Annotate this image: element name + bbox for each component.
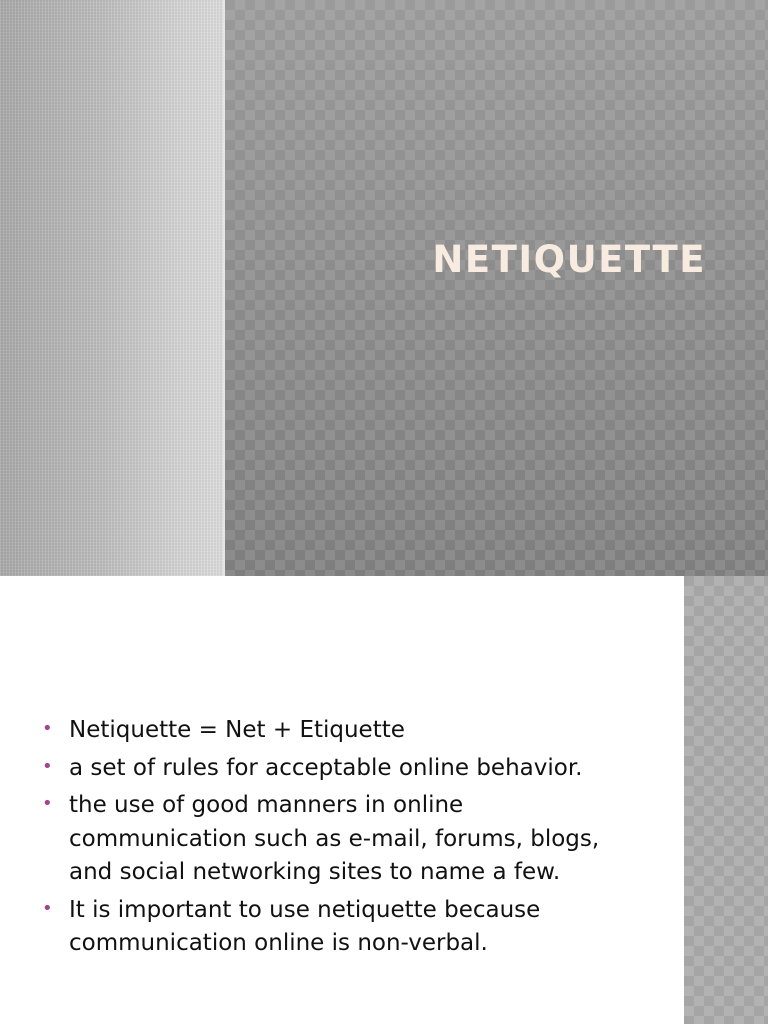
bullet-item-1 xyxy=(42,714,642,748)
title-slide-dark-panel xyxy=(225,0,768,576)
bullet-list xyxy=(42,714,642,965)
bullet-dot-icon: • xyxy=(42,718,53,739)
slide-title: NETIQUETTE xyxy=(432,238,706,281)
bullet-text-3: the use of good manners in online communication such as e-mail, forums, blogs, and social networking sites to name a few. xyxy=(69,792,600,885)
bullet-text-4: It is important to use netiquette because communication online is non-verbal. xyxy=(69,896,541,956)
bullet-dot-icon: • xyxy=(42,897,53,919)
bullet-text-2: a set of rules for acceptable online behavior. xyxy=(69,754,583,781)
bullet-dot-icon: • xyxy=(42,755,53,777)
bullet-dot-icon: • xyxy=(42,793,53,814)
bullet-text-1: Netiquette = Net + Etiquette xyxy=(69,717,405,743)
content-slide-side-band xyxy=(684,576,768,1024)
bullet-item-4 xyxy=(42,894,642,961)
bullet-item-3 xyxy=(42,789,642,890)
bullet-item-2 xyxy=(42,752,642,786)
title-slide-light-panel xyxy=(0,0,223,576)
content-slide xyxy=(0,576,768,1024)
